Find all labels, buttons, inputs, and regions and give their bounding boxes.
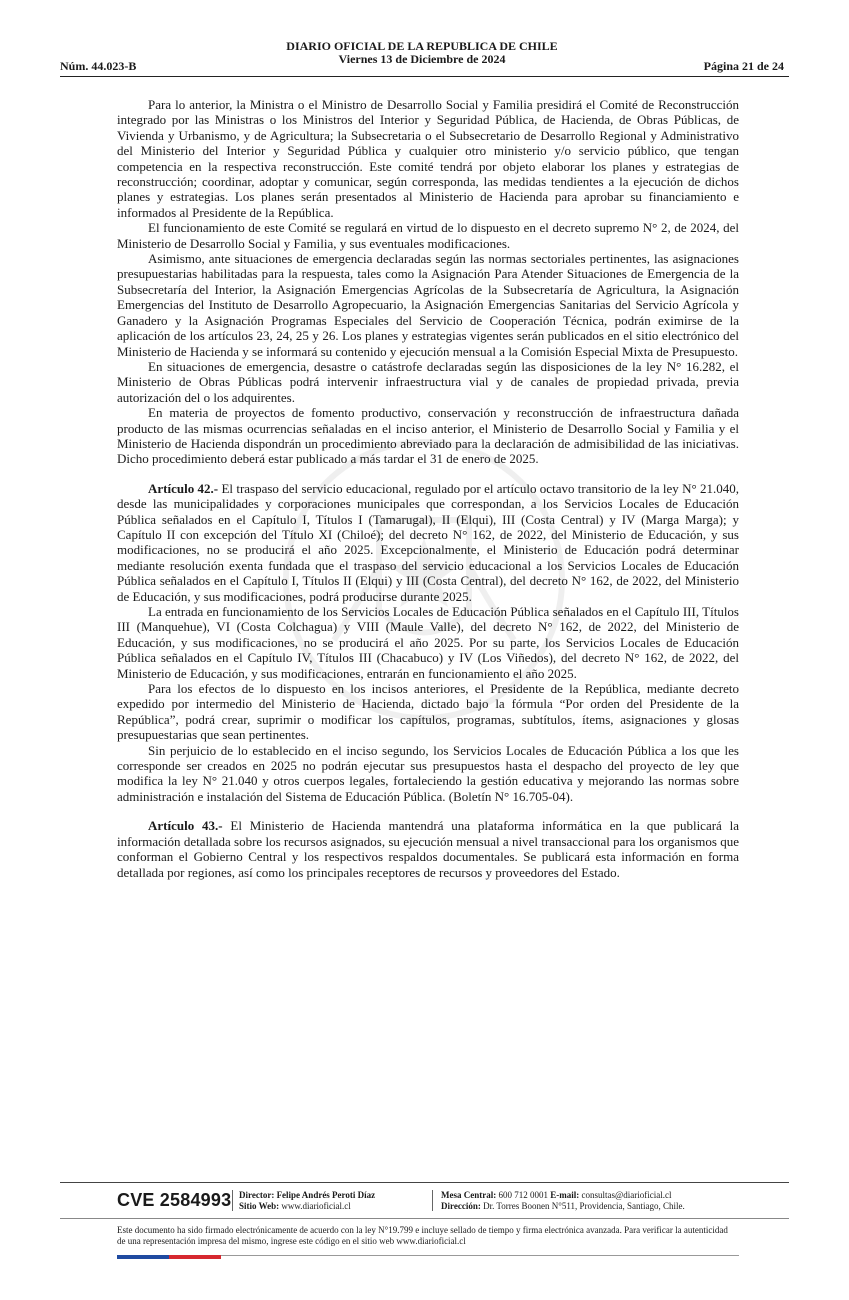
paragraph: El funcionamiento de este Comité se regulará en virtud de lo dispuesto en el decreto supremo N° 2, de 2024, del Ministerio de Desarrollo Social y Familia, y sus eventuales modificaciones. [117, 220, 739, 251]
cve-code: CVE 2584993 [117, 1190, 232, 1210]
footer-director-box [232, 1190, 375, 1211]
paragraph: Para lo anterior, la Ministra o el Ministro de Desarrollo Social y Familia presidirá el Comité de Reconstrucción integrado por las Ministras o los Ministros del Interior y Seguridad Pública, de Hacienda, de Obras Públicas, de Vivienda y Urbanismo, y de Agricultura; la Subsecretaria o el Subsecretario de Desarrollo Regional y Administrativo del Ministerio del Interior y Seguridad Pública y cualquier otro ministerio y/o servicio público, que tengan competencia en la respectiva reconstrucción. Este comité tendrá por objeto elaborar los planes y estrategias de reconstrucción; coordinar, adoptar y comunicar, según corresponda, las medidas tendientes a la ejecución de dichos planes y estrategias. Los planes serán presentados al Ministerio de Hacienda para aprobar su financiamiento e informados al Presidente de la República. [117, 97, 739, 220]
article-43-text: El Ministerio de Hacienda mantendrá una plataforma informática en la que publicará la información detallada sobre los recursos asignados, su ejecución mensual a nivel transaccional para los organismos que conforman el Gobierno Central y los respectivos respaldos documentales. Se publicará esta información en forma detallada por regiones, así como los principales receptores de recursos y proveedores del Estado. [117, 818, 739, 880]
article-42-title: Artículo 42.- [148, 480, 219, 496]
address-value: Dr. Torres Boonen N°511, Providencia, Santiago, Chile. [480, 1200, 685, 1211]
mesa-central-label: Mesa Central: [441, 1190, 497, 1200]
footer-rule [221, 1255, 739, 1256]
footer-divider-bottom [60, 1218, 789, 1219]
flag-bar-blue [117, 1255, 169, 1259]
email-label: E-mail: [550, 1190, 580, 1200]
director-name: Felipe Andrés Peroti Díaz [274, 1190, 376, 1200]
paragraph: Para los efectos de lo dispuesto en los incisos anteriores, el Presidente de la República, mediante decreto expedido por intermedio del Ministerio de Hacienda, dictado bajo la fórmula “Por orden del Presidente de la República”, podrá crear, suprimir o modificar los capítulos, programas, subtítulos, ítems, asignaciones y glosas presupuestarias que sean pertinentes. [117, 681, 739, 743]
article-43-title: Artículo 43.- [148, 818, 223, 834]
document-body [117, 97, 739, 880]
publication-title: DIARIO OFICIAL DE LA REPUBLICA DE CHILE [286, 39, 558, 53]
paragraph: En materia de proyectos de fomento productivo, conservación y reconstrucción de infraestructura dañada producto de las mismas ocurrencias señaladas en el inciso anterior, el Ministerio de Desarrollo Social y Familia y el Ministerio de Hacienda dispondrán un procedimiento abreviado para la declaración de admisibilidad de las iniciativas. Dicho procedimiento deberá estar publicado a más tardar el 31 de enero de 2025. [117, 405, 739, 467]
publication-date: Viernes 13 de Diciembre de 2024 [338, 52, 506, 66]
address-label: Dirección: [441, 1200, 481, 1211]
paragraph: En situaciones de emergencia, desastre o catástrofe declaradas según las disposiciones de la ley N° 16.282, el Ministerio de Obras Públicas podrá intervenir infraestructura vial y de canales de propiedad privada, previa autorización del o los adquirentes. [117, 358, 739, 405]
page-number: Página 21 de 24 [703, 59, 784, 73]
director-label: Director: [239, 1190, 275, 1200]
paragraph: Asimismo, ante situaciones de emergencia declaradas según las normas sectoriales pertinentes, las asignaciones presupuestarias habilitadas para la respuesta, tales como la Asignación Para Atender Situaciones de Emergencia de la Subsecretaría del Interior, la Asignación Emergencias Agrícolas de la Subsecretaría de Agricultura, la Asignación Emergencias del Instituto de Desarrollo Agropecuario, la Asignación Emergencias Sanitarias del Servicio Agrícola y Ganadero y la Asignación Programas Especiales del Servicio de Cooperación Técnica, podrán eximirse de la aplicación de los artículos 23, 24, 25 y 26. Los planes y estrategias vigentes serán publicados en el sitio electrónico del Ministerio de Hacienda y se informará su contenido y ejecución mensual a la Comisión Especial Mixta de Presupuesto. [117, 251, 739, 359]
website-label: Sitio Web: [239, 1200, 280, 1211]
article-42-paragraph [117, 481, 739, 604]
mesa-central-phone: 600 712 0001 [496, 1190, 551, 1200]
email-link[interactable]: consultas@diarioficial.cl [579, 1190, 672, 1200]
article-42-text: El traspaso del servicio educacional, regulado por el artículo octavo transitorio de la ley N° 21.040, desde las municipalidades y corporaciones municipales que correspondan, a los Servicios Locales de Educación Pública señalados en el Capítulo I, Títulos I (Tamarugal), II (Elqui), III (Costa Central) y IV (Marga Marga); y Capítulo II con excepción del Título XI (Chiloé); del decreto N° 162, de 2022, del Ministerio de Educación, y sus modificaciones, no se producirá el año 2025. Excepcionalmente, el Ministerio de Educación podrá determinar mediante resolución exenta fundada que el traspaso del servicio educacional a los Servicios Locales de Educación Pública señalados en el Capítulo I, Títulos II (Elqui) y III (Costa Central), del decreto N° 162, de 2022, del Ministerio de Educación, y sus modificaciones, podrá producirse durante 2025. [117, 480, 739, 604]
paragraph: La entrada en funcionamiento de los Servicios Locales de Educación Pública señalados en el Capítulo III, Títulos III (Manquehue), VI (Costa Colchagua) y VIII (Maule Valle), del decreto N° 162, de 2022, del Ministerio de Educación, y sus modificaciones, no se producirá el año 2025. Por su parte, los Servicios Locales de Educación Pública señalados en el Capítulo IV, Títulos III (Chacabuco) y IV (Los Viñedos), del decreto N° 162, de 2022, del Ministerio de Educación, y sus modificaciones, entrarán en funcionamiento el año 2025. [117, 604, 739, 681]
header-divider [60, 76, 789, 77]
flag-bar-red [169, 1255, 221, 1259]
header-center [60, 40, 784, 66]
footer-contact-box [432, 1190, 685, 1211]
article-43-paragraph [117, 818, 739, 880]
page-header [60, 40, 784, 74]
footer-divider-top [60, 1182, 789, 1183]
issue-number: Núm. 44.023-B [60, 59, 137, 73]
website-link[interactable]: www.diarioficial.cl [279, 1200, 351, 1211]
signature-note: Este documento ha sido firmado electrónicamente de acuerdo con la ley N°19.799 e incluye sellado de tiempo y firma electrónica avanzada. Para verificar la autenticidad de una representación impresa del mismo, ingrese este código en el sitio web www.diarioficial.cl [117, 1225, 728, 1246]
paragraph: Sin perjuicio de lo establecido en el inciso segundo, los Servicios Locales de Educación Pública a los que les corresponde ser creados en 2025 no podrán ejecutar sus presupuestos hasta el despacho del proyecto de ley que modifica la ley N° 21.040 y otros cuerpos legales, fortaleciendo la gestión educativa y mejorando las normas sobre administración e instalación del Sistema de Educación Pública. (Boletín N° 16.705-04). [117, 742, 739, 804]
